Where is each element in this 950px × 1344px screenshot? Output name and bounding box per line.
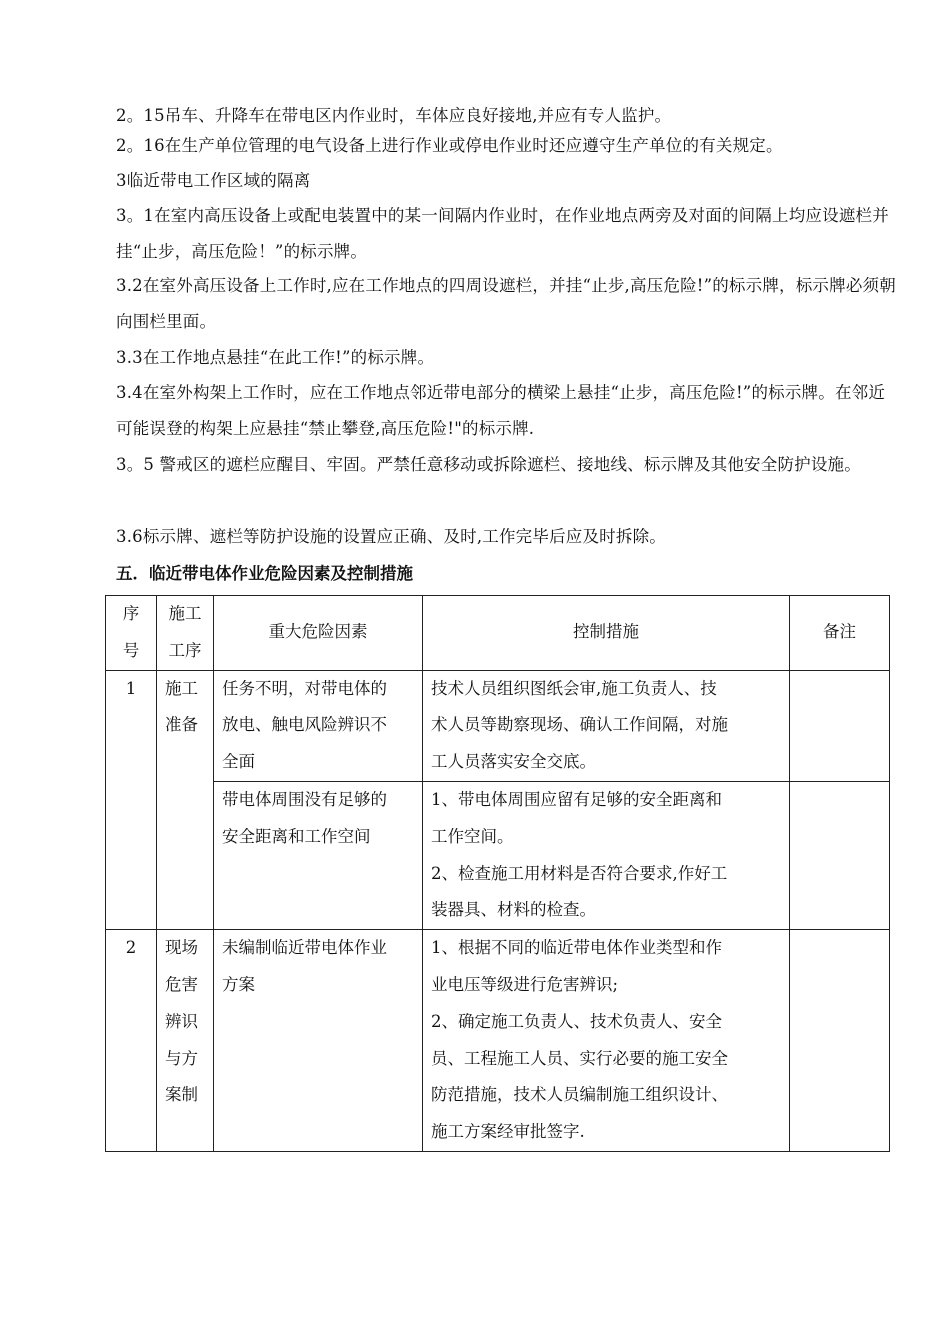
header-risk: 重大危险因素 [214, 596, 423, 671]
control-line: 术人员等勘察现场、确认工作间隔，对施 [431, 715, 728, 735]
header-text: 号 [122, 640, 140, 660]
header-process [157, 596, 214, 671]
control-line: 装器具、材料的检查。 [431, 900, 596, 920]
section-title: 五．临近带电体作业危险因素及控制措施 [116, 564, 413, 583]
risk-line: 方案 [222, 974, 255, 994]
note-cell [790, 930, 890, 1152]
table-row [106, 670, 890, 781]
risk-cell [214, 670, 423, 781]
row-seq: 2 [106, 930, 157, 1152]
paragraph-3-2: 3.2在室外高压设备上工作时,应在工作地点的四周设遮栏，并挂“止步,高压危险!”的标示牌，标示牌必须朝向围栏里面。 [116, 276, 896, 331]
control-line: 施工方案经审批签字. [431, 1122, 585, 1142]
process-line: 施工 [165, 678, 198, 698]
row-process [157, 670, 214, 930]
table-header-row [106, 596, 890, 671]
risk-cell [214, 781, 423, 929]
row-seq: 1 [106, 670, 157, 930]
risk-line: 全面 [222, 752, 255, 772]
risk-line: 未编制临近带电体作业 [222, 938, 387, 958]
header-control: 控制措施 [423, 596, 790, 671]
header-seq [106, 596, 157, 671]
control-cell [423, 930, 790, 1152]
control-line: 防范措施，技术人员编制施工组织设计、 [431, 1085, 728, 1105]
control-line: 1、根据不同的临近带电体作业类型和作 [431, 938, 722, 958]
control-line: 技术人员组织图纸会审,施工负责人、技 [431, 678, 717, 698]
control-line: 2、确定施工负责人、技术负责人、安全 [431, 1011, 722, 1031]
risk-line: 任务不明，对带电体的 [222, 678, 387, 698]
paragraph-3-4: 3.4在室外构架上工作时，应在工作地点邻近带电部分的横梁上悬挂“止步，高压危险!”的标示牌。在邻近可能误登的构架上应悬挂“禁止攀登,高压危险!"的标示牌. [116, 383, 886, 438]
paragraph-3-3: 3.3在工作地点悬挂“在此工作!”的标示牌。 [116, 348, 435, 367]
risk-control-table [105, 595, 890, 1152]
table-row [106, 930, 890, 1152]
risk-line: 安全距离和工作空间 [222, 826, 371, 846]
control-line: 业电压等级进行危害辨识; [431, 974, 619, 994]
risk-line: 放电、触电风险辨识不 [222, 715, 387, 735]
control-line: 工作空间。 [431, 826, 514, 846]
process-line: 与方 [165, 1048, 198, 1068]
paragraph-3-6: 3.6标示牌、遮栏等防护设施的设置应正确、及时,工作完毕后应及时拆除。 [116, 527, 666, 546]
header-text: 序 [122, 604, 140, 623]
risk-line: 带电体周围没有足够的 [222, 789, 387, 809]
control-line: 2、检查施工用材料是否符合要求,作好工 [431, 863, 728, 883]
header-text: 施工 [168, 604, 202, 623]
note-cell [790, 781, 890, 929]
process-line: 准备 [165, 715, 198, 735]
table-row [106, 781, 890, 929]
paragraph-2-15: 2。15吊车、升降车在带电区内作业时，车体应良好接地,并应有专人监护。 [116, 106, 672, 125]
process-line: 辨识 [165, 1011, 198, 1031]
row-process [157, 930, 214, 1152]
paragraph-3-5: 3。5 警戒区的遮栏应醒目、牢固。严禁任意移动或拆除遮栏、接地线、标示牌及其他安全防护设施。 [116, 455, 861, 474]
process-line: 危害 [165, 974, 198, 994]
header-text: 工序 [168, 640, 202, 660]
control-line: 1、带电体周围应留有足够的安全距离和 [431, 789, 722, 809]
control-cell [423, 781, 790, 929]
risk-cell [214, 930, 423, 1152]
process-line: 现场 [165, 938, 198, 958]
control-line: 工人员落实安全交底。 [431, 752, 596, 772]
paragraph-3-heading: 3临近带电工作区域的隔离 [116, 171, 311, 190]
note-cell [790, 670, 890, 781]
control-cell [423, 670, 790, 781]
paragraph-2-16: 2。16在生产单位管理的电气设备上进行作业或停电作业时还应遵守生产单位的有关规定。 [116, 136, 783, 155]
header-note: 备注 [790, 596, 890, 671]
process-line: 案制 [165, 1085, 198, 1105]
control-line: 员、工程施工人员、实行必要的施工安全 [431, 1048, 728, 1068]
paragraph-3-1: 3。1在室内高压设备上或配电装置中的某一间隔内作业时，在作业地点两旁及对面的间隔上均应设遮栏并挂“止步，高压危险！”的标示牌。 [116, 206, 889, 261]
